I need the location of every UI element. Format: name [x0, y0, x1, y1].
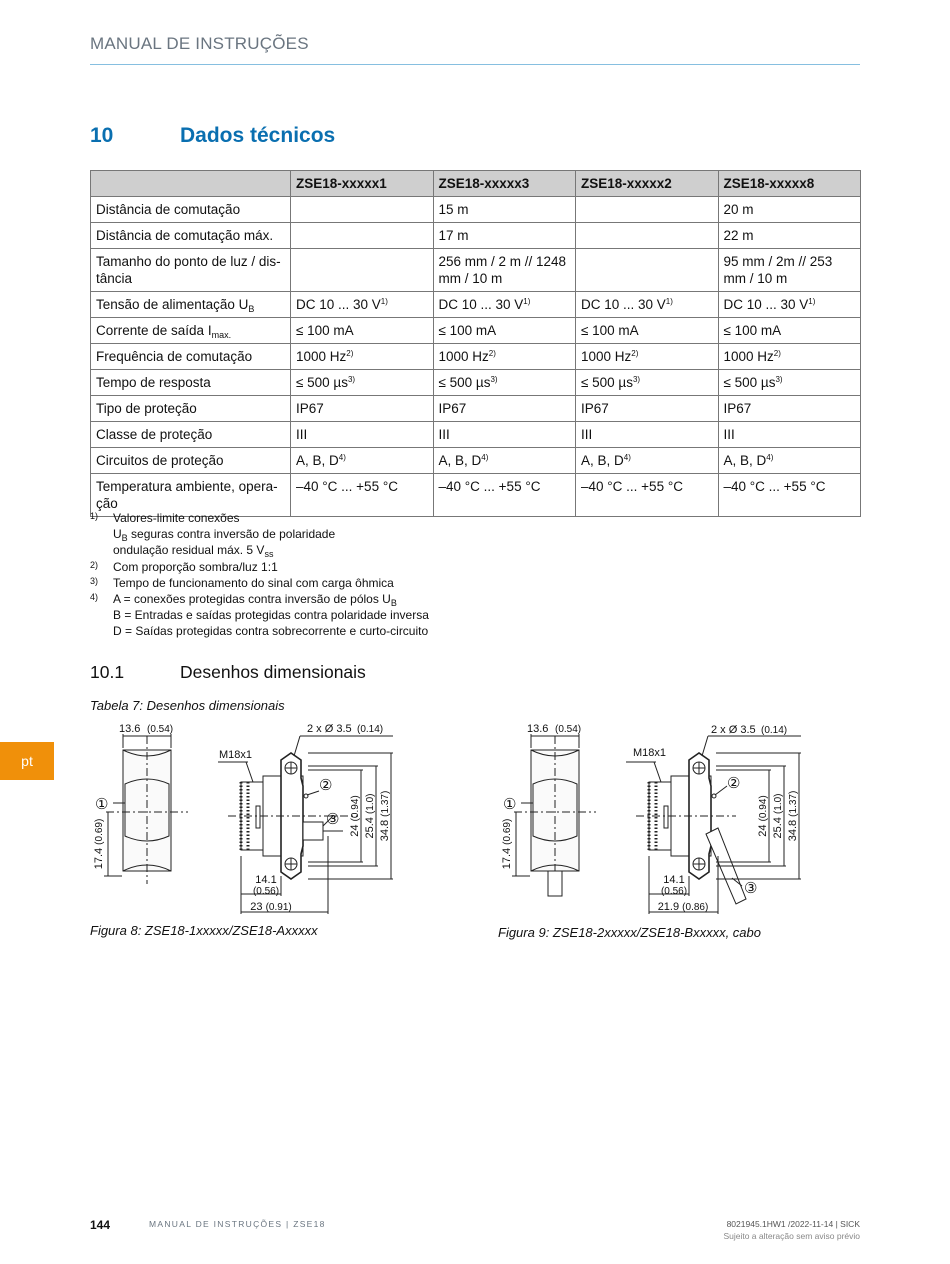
figure-8-caption: Figura 8: ZSE18-1xxxxx/ZSE18-Axxxxx — [90, 923, 318, 938]
footnote-subscript: ss — [264, 549, 274, 560]
footnote-text-part: Valores-limite conexões — [113, 511, 240, 525]
row-label-text: Corrente de saída I — [96, 323, 212, 338]
row-label — [91, 292, 291, 318]
table-cell — [433, 344, 576, 370]
cell-value: 1000 Hz — [296, 349, 347, 364]
footnote-mark: 4) — [90, 592, 99, 603]
svg-text:23 (0.91) — [250, 901, 291, 913]
table-row — [91, 318, 861, 344]
footnote-ref: 1) — [380, 297, 388, 306]
header-title: MANUAL DE INSTRUÇÕES — [90, 34, 309, 53]
cell-value: 95 mm / 2m // 253 mm / 10 m — [723, 254, 833, 286]
footnote-text-part: ondulação residual máx. 5 V — [113, 543, 265, 558]
table-cell — [718, 318, 861, 344]
dim-holes-inch: (0.14) — [357, 724, 384, 735]
dim-height-left-inch: (0.69) — [94, 818, 105, 845]
callout-2: ② — [319, 777, 333, 794]
table-cell — [291, 249, 434, 292]
cell-value: DC 10 ... 30 V — [296, 297, 381, 312]
footnote-text — [113, 623, 790, 639]
subsection-title: Desenhos dimensionais — [180, 662, 366, 682]
table-header-corner — [91, 171, 291, 197]
table-row — [91, 370, 861, 396]
footnote-ref: 4) — [623, 453, 631, 462]
footnote-mark — [90, 542, 113, 558]
footnote-mark — [90, 607, 113, 623]
table-cell — [433, 396, 576, 422]
footnote-line — [90, 607, 790, 623]
row-label-text: Distância de comutação máx. — [96, 228, 274, 243]
table-cell — [433, 197, 576, 223]
row-label-text: Tempo de resposta — [96, 375, 211, 390]
cell-value: III — [723, 427, 735, 442]
table-cell — [291, 318, 434, 344]
dim-bottom: 21.9 — [657, 901, 680, 913]
dim-bottom: 23 — [250, 901, 263, 913]
table-cell — [718, 344, 861, 370]
table-row — [91, 344, 861, 370]
row-label-subscript: max. — [211, 330, 232, 340]
callout-2: ② — [727, 775, 741, 792]
cell-value: ≤ 500 µs — [438, 375, 491, 390]
footnote-text-part: Com proporção sombra/luz 1:1 — [113, 559, 278, 574]
row-label — [91, 249, 291, 292]
table-row — [91, 292, 861, 318]
footnote-ref: 1) — [808, 297, 816, 306]
footnote-ref: 3) — [490, 375, 498, 384]
thread-label: M18x1 — [219, 749, 253, 761]
table-cell — [291, 223, 434, 249]
footnote-ref: 1) — [523, 297, 531, 306]
table-cell — [433, 422, 576, 448]
dim-34-8-inch: (1.37) — [788, 790, 799, 817]
table-cell — [433, 448, 576, 474]
dim-24: 24 — [349, 824, 361, 837]
dim-14-1-inch: (0.56) — [252, 886, 280, 897]
cell-value: ≤ 500 µs — [581, 375, 633, 390]
table-cell — [576, 396, 719, 422]
table-cell — [718, 249, 861, 292]
table-cell — [718, 422, 861, 448]
dimension-drawing-fig8 — [88, 716, 408, 916]
table-row — [91, 448, 861, 474]
row-label-text: Circuitos de proteção — [96, 453, 224, 468]
technical-data-table — [90, 170, 861, 517]
footnote-text — [113, 591, 790, 607]
footnote-text-part: U — [113, 527, 122, 542]
dim-width-top: 13.6 — [119, 723, 141, 735]
footnote-text-part: D = Saídas protegidas contra sobrecorrente e curto-circuito — [113, 624, 429, 639]
cell-value: –40 °C ... +55 °C — [723, 479, 826, 494]
cell-value: –40 °C ... +55 °C — [438, 479, 541, 494]
dim-25-4: 25.4 — [772, 817, 784, 839]
cell-value: 1000 Hz — [438, 349, 489, 364]
footer-document-title: MANUAL DE INSTRUÇÕES | ZSE18 — [149, 1219, 326, 1229]
footnote-line — [90, 623, 790, 639]
table-header-cell: ZSE18-xxxxx2 — [576, 171, 719, 197]
footnote-ref: 2) — [631, 349, 639, 358]
footnote-ref: 2) — [773, 349, 781, 358]
callout-1: ① — [95, 796, 109, 813]
table-header-cell: ZSE18-xxxxx3 — [433, 171, 576, 197]
cell-value: ≤ 100 mA — [581, 323, 639, 338]
footnote-mark: 1) — [90, 511, 99, 521]
footer-doc-id: 8021945.1HW1 /2022-11-14 | SICK — [726, 1219, 860, 1229]
footnote-ref: 2) — [488, 349, 496, 358]
cell-value: ≤ 100 mA — [296, 323, 354, 338]
table-cell — [576, 223, 719, 249]
table-cell — [291, 197, 434, 223]
thread-label: M18x1 — [633, 747, 667, 759]
dim-24-inch: (0.94) — [758, 795, 769, 822]
dim-34-8: 34.8 — [787, 819, 799, 842]
row-label-text: Temperatura ambiente, opera-ção — [96, 479, 278, 511]
callout-3: ③ — [744, 880, 758, 897]
footnote-text-part: B = Entradas e saídas protegidas contra polaridade inversa — [113, 608, 429, 623]
table-header-row — [91, 171, 861, 197]
dim-14-1-inch: (0.56) — [660, 886, 688, 897]
dim-24-inch: (0.94) — [350, 795, 361, 822]
svg-text:25.4 (1.0) — [772, 793, 784, 838]
dim-25-4-inch: (1.0) — [773, 793, 784, 815]
svg-text:24 (0.94) — [757, 795, 769, 836]
svg-text:25.4 (1.0) — [364, 793, 376, 838]
cell-value: IP67 — [723, 401, 752, 416]
table-row — [91, 197, 861, 223]
cell-value: A, B, D — [438, 453, 482, 468]
svg-text:34.8 (1.37) — [787, 791, 799, 842]
row-label — [91, 344, 291, 370]
cell-value: A, B, D — [296, 453, 339, 468]
subsection-number: 10.1 — [90, 662, 125, 682]
table-cell — [576, 318, 719, 344]
page-number: 144 — [90, 1218, 111, 1232]
dim-width-top: 13.6 — [527, 723, 549, 735]
cell-value: ≤ 500 µs — [723, 375, 776, 390]
footnote-mark — [90, 526, 113, 542]
cell-value: –40 °C ... +55 °C — [581, 479, 683, 494]
footnote-text-part: A = conexões protegidas contra inversão de pólos U — [113, 592, 391, 607]
footnote-text — [113, 607, 790, 623]
cell-value: 256 mm / 2 m // 1248 mm / 10 m — [438, 254, 567, 286]
footnote-text-part: seguras contra inversão de polaridade — [127, 527, 336, 542]
table-cell — [291, 396, 434, 422]
table-cell — [433, 249, 576, 292]
footnote-ref: 1) — [665, 297, 673, 306]
row-label — [91, 396, 291, 422]
row-label — [91, 448, 291, 474]
footnote-line — [90, 526, 790, 542]
row-label — [91, 370, 291, 396]
callout-1: ① — [503, 796, 517, 813]
table-cell — [718, 396, 861, 422]
table-cell — [291, 422, 434, 448]
table-row — [91, 396, 861, 422]
footer-disclaimer: Sujeito a alteração sem aviso prévio — [723, 1231, 860, 1241]
cell-value: 17 m — [438, 228, 469, 243]
table-cell — [718, 197, 861, 223]
cell-value: DC 10 ... 30 V — [723, 297, 809, 312]
cell-value: 1000 Hz — [581, 349, 632, 364]
row-label-subscript: B — [248, 304, 255, 314]
table-cell — [291, 292, 434, 318]
section-number: 10 — [90, 124, 114, 147]
footnote-ref: 4) — [338, 453, 346, 462]
table-cell — [291, 370, 434, 396]
footnote-ref: 4) — [766, 453, 774, 462]
row-label — [91, 197, 291, 223]
cell-value: A, B, D — [581, 453, 624, 468]
footnote-subscript: B — [390, 598, 397, 609]
table-row — [91, 422, 861, 448]
table-cell — [433, 370, 576, 396]
dimension-drawing-fig9 — [496, 716, 816, 916]
table-cell — [433, 223, 576, 249]
row-label-text: Tensão de alimentação U — [96, 297, 249, 312]
dim-14-1: 14.1 — [663, 874, 685, 886]
table-cell — [576, 422, 719, 448]
svg-text:21.9 (0.86) — [658, 901, 709, 913]
table-cell — [576, 249, 719, 292]
cell-value: DC 10 ... 30 V — [581, 297, 666, 312]
table-cell — [576, 370, 719, 396]
table-cell — [433, 318, 576, 344]
footnote-text — [113, 510, 790, 526]
cell-value: III — [438, 427, 450, 442]
footnote-text — [113, 575, 790, 591]
header-divider — [90, 64, 860, 65]
row-label — [91, 318, 291, 344]
footnote-mark: 3) — [90, 575, 99, 586]
cell-value: IP67 — [438, 401, 467, 416]
footnote-line — [90, 559, 790, 575]
footnote-subscript: B — [121, 533, 128, 544]
footnote-line — [90, 510, 790, 526]
row-label — [91, 223, 291, 249]
svg-text:17.4 (0.69) — [501, 819, 513, 870]
footnote-ref: 3) — [775, 375, 783, 384]
row-label-text: Frequência de comutação — [96, 349, 253, 364]
cell-value: 22 m — [723, 228, 754, 243]
dim-holes-inch: (0.14) — [761, 725, 788, 736]
dim-24: 24 — [757, 824, 769, 837]
footnote-text — [113, 526, 790, 542]
cell-value: IP67 — [581, 401, 609, 416]
table-cell — [433, 292, 576, 318]
row-label-text: Classe de proteção — [96, 427, 213, 442]
footnote-ref: 3) — [347, 375, 356, 384]
dim-25-4-inch: (1.0) — [365, 793, 376, 815]
cell-value: III — [581, 427, 593, 442]
row-label-text: Tamanho do ponto de luz / dis-tância — [96, 254, 281, 286]
cell-value: III — [296, 427, 308, 442]
row-label-text: Tipo de proteção — [96, 401, 197, 416]
cell-value: ≤ 100 mA — [723, 323, 782, 338]
dim-14-1: 14.1 — [255, 874, 277, 886]
svg-text:34.8 (1.37) — [379, 791, 391, 842]
table-cell — [718, 370, 861, 396]
dim-bottom-inch: (0.91) — [265, 902, 292, 913]
table-cell — [291, 344, 434, 370]
footnote-line — [90, 542, 790, 558]
table-cell — [576, 292, 719, 318]
footnote-line — [90, 591, 790, 607]
row-label — [91, 422, 291, 448]
table-cell — [718, 448, 861, 474]
cell-value: DC 10 ... 30 V — [438, 297, 524, 312]
language-tab[interactable]: pt — [0, 742, 54, 780]
dim-holes: 2 x Ø 3.5 — [307, 723, 352, 735]
table-cell — [576, 448, 719, 474]
dim-34-8-inch: (1.37) — [380, 790, 391, 817]
cell-value: 1000 Hz — [723, 349, 774, 364]
cell-value: 20 m — [723, 202, 754, 217]
dim-holes: 2 x Ø 3.5 — [711, 724, 756, 736]
table-header-cell: ZSE18-xxxxx8 — [718, 171, 861, 197]
cell-value: A, B, D — [723, 453, 767, 468]
table-cell — [576, 197, 719, 223]
table-cell — [291, 448, 434, 474]
section-title: Dados técnicos — [180, 124, 336, 147]
dim-height-left: 17.4 — [93, 847, 105, 870]
table-cell — [718, 292, 861, 318]
table-cell — [718, 223, 861, 249]
footnote-text — [113, 559, 790, 575]
dim-25-4: 25.4 — [364, 817, 376, 839]
footnotes — [90, 510, 790, 640]
cell-value: 15 m — [438, 202, 469, 217]
cell-value: ≤ 500 µs — [296, 375, 348, 390]
cell-value: –40 °C ... +55 °C — [296, 479, 398, 494]
footer-document-info — [723, 1218, 860, 1242]
row-label-text: Distância de comutação — [96, 202, 241, 217]
dim-height-left: 17.4 — [501, 847, 513, 870]
dim-bottom-inch: (0.86) — [682, 902, 709, 913]
table-caption: Tabela 7: Desenhos dimensionais — [90, 698, 285, 713]
footnote-line — [90, 575, 790, 591]
dim-height-left-inch: (0.69) — [502, 818, 513, 845]
table-row — [91, 223, 861, 249]
footnote-text-part: Tempo de funcionamento do sinal com carga ôhmica — [113, 575, 394, 590]
footnote-ref: 4) — [481, 453, 489, 462]
footnote-ref: 3) — [632, 375, 641, 384]
callout-3: ③ — [326, 811, 340, 828]
table-header-cell: ZSE18-xxxxx1 — [291, 171, 434, 197]
cell-value: ≤ 100 mA — [438, 323, 497, 338]
dim-34-8: 34.8 — [379, 819, 391, 842]
table-cell — [576, 344, 719, 370]
figure-9-caption: Figura 9: ZSE18-2xxxxx/ZSE18-Bxxxxx, cabo — [498, 925, 761, 940]
footnote-mark: 2) — [90, 559, 99, 570]
footnote-text — [113, 542, 790, 558]
svg-text:17.4 (0.69) — [93, 819, 105, 870]
table-row — [91, 249, 861, 292]
cell-value: IP67 — [296, 401, 324, 416]
footnote-ref: 2) — [346, 349, 354, 358]
dim-width-top-inch: (0.54) — [147, 724, 174, 735]
dim-width-top-inch: (0.54) — [555, 724, 582, 735]
svg-text:24 (0.94) — [349, 795, 361, 836]
footnote-mark — [90, 623, 113, 639]
